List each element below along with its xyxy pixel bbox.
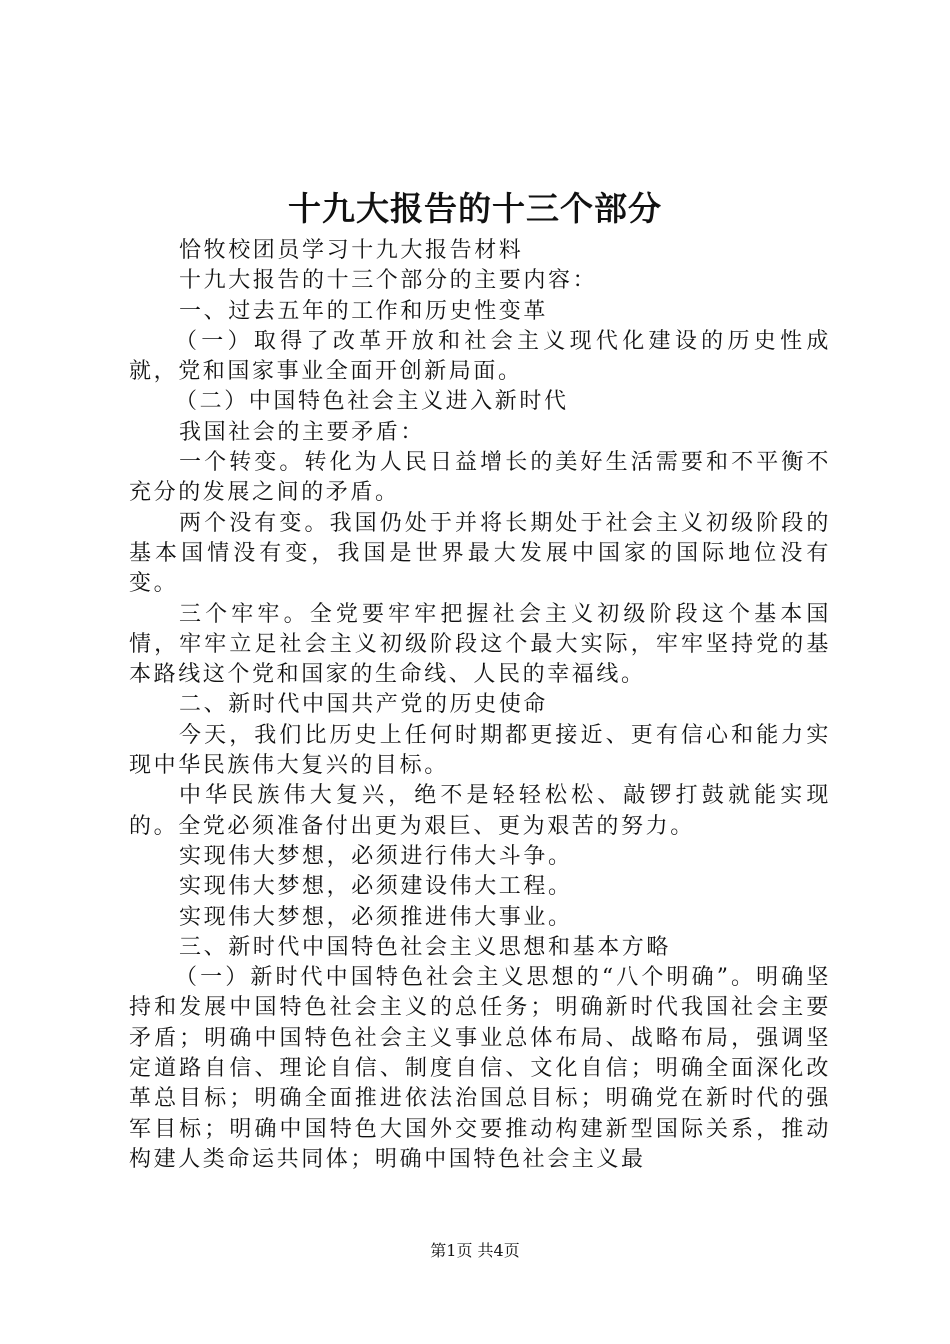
paragraph: 实现伟大梦想，必须推进伟大事业。 [179,904,573,930]
document-title: 十九大报告的十三个部分 [288,189,662,228]
paragraph: 今天，我们比历史上任何时期都更接近、更有信心和能力实现中华民族伟大复兴的目标。 [129,722,831,779]
paragraph: 我国社会的主要矛盾： [179,419,426,445]
section-heading: 三、新时代中国特色社会主义思想和基本方略 [179,934,672,960]
paragraph: 中华民族伟大复兴，绝不是轻轻松松、敲锣打鼓就能实现的。全党必须准备付出更为艰巨、更为艰苦的努力。 [129,783,831,839]
paragraph: 三个牢牢。全党要牢牢把握社会主义初级阶段这个基本国情，牢牢立足社会主义初级阶段这个最大实际，牢牢坚持党的基本路线这个党和国家的生命线、人民的幸福线。 [129,601,831,688]
paragraph: 实现伟大梦想，必须建设伟大工程。 [179,874,573,900]
paragraph: （一）新时代中国特色社会主义思想的“八个明确”。明确坚持和发展中国特色社会主义的总任务；明确新时代我国社会主要矛盾；明确中国特色社会主义事业总体布局、战略布局，强调坚定道路自信、理论自信、制度自信、文化自信；明确全面深化改革总目标；明确全面推进依法治国总目标；明确党在新时代的强军目标；明确中国特色大国外交要推动构建新型国际关系，推动构建人类命运共同体；明确中国特色社会主义最 [129,965,831,1172]
paragraph: 实现伟大梦想，必须进行伟大斗争。 [179,843,573,869]
paragraph: （二）中国特色社会主义进入新时代 [175,389,569,415]
paragraph: 一个转变。转化为人民日益增长的美好生活需要和不平衡不充分的发展之间的矛盾。 [129,450,831,506]
page-number-footer: 第1页 共4页 [430,1241,520,1260]
paragraph: 恰牧校团员学习十九大报告材料 [179,238,524,263]
paragraph: 十九大报告的十三个部分的主要内容： [179,268,598,294]
paragraph: （一）取得了改革开放和社会主义现代化建设的历史性成就，党和国家事业全面开创新局面。 [129,328,831,385]
document-body [129,236,831,1175]
section-heading: 一、过去五年的工作和历史性变革 [179,298,549,324]
paragraph: 两个没有变。我国仍处于并将长期处于社会主义初级阶段的基本国情没有变，我国是世界最大发展中国家的国际地位没有变。 [129,510,831,597]
section-heading: 二、新时代中国共产党的历史使命 [179,692,549,718]
